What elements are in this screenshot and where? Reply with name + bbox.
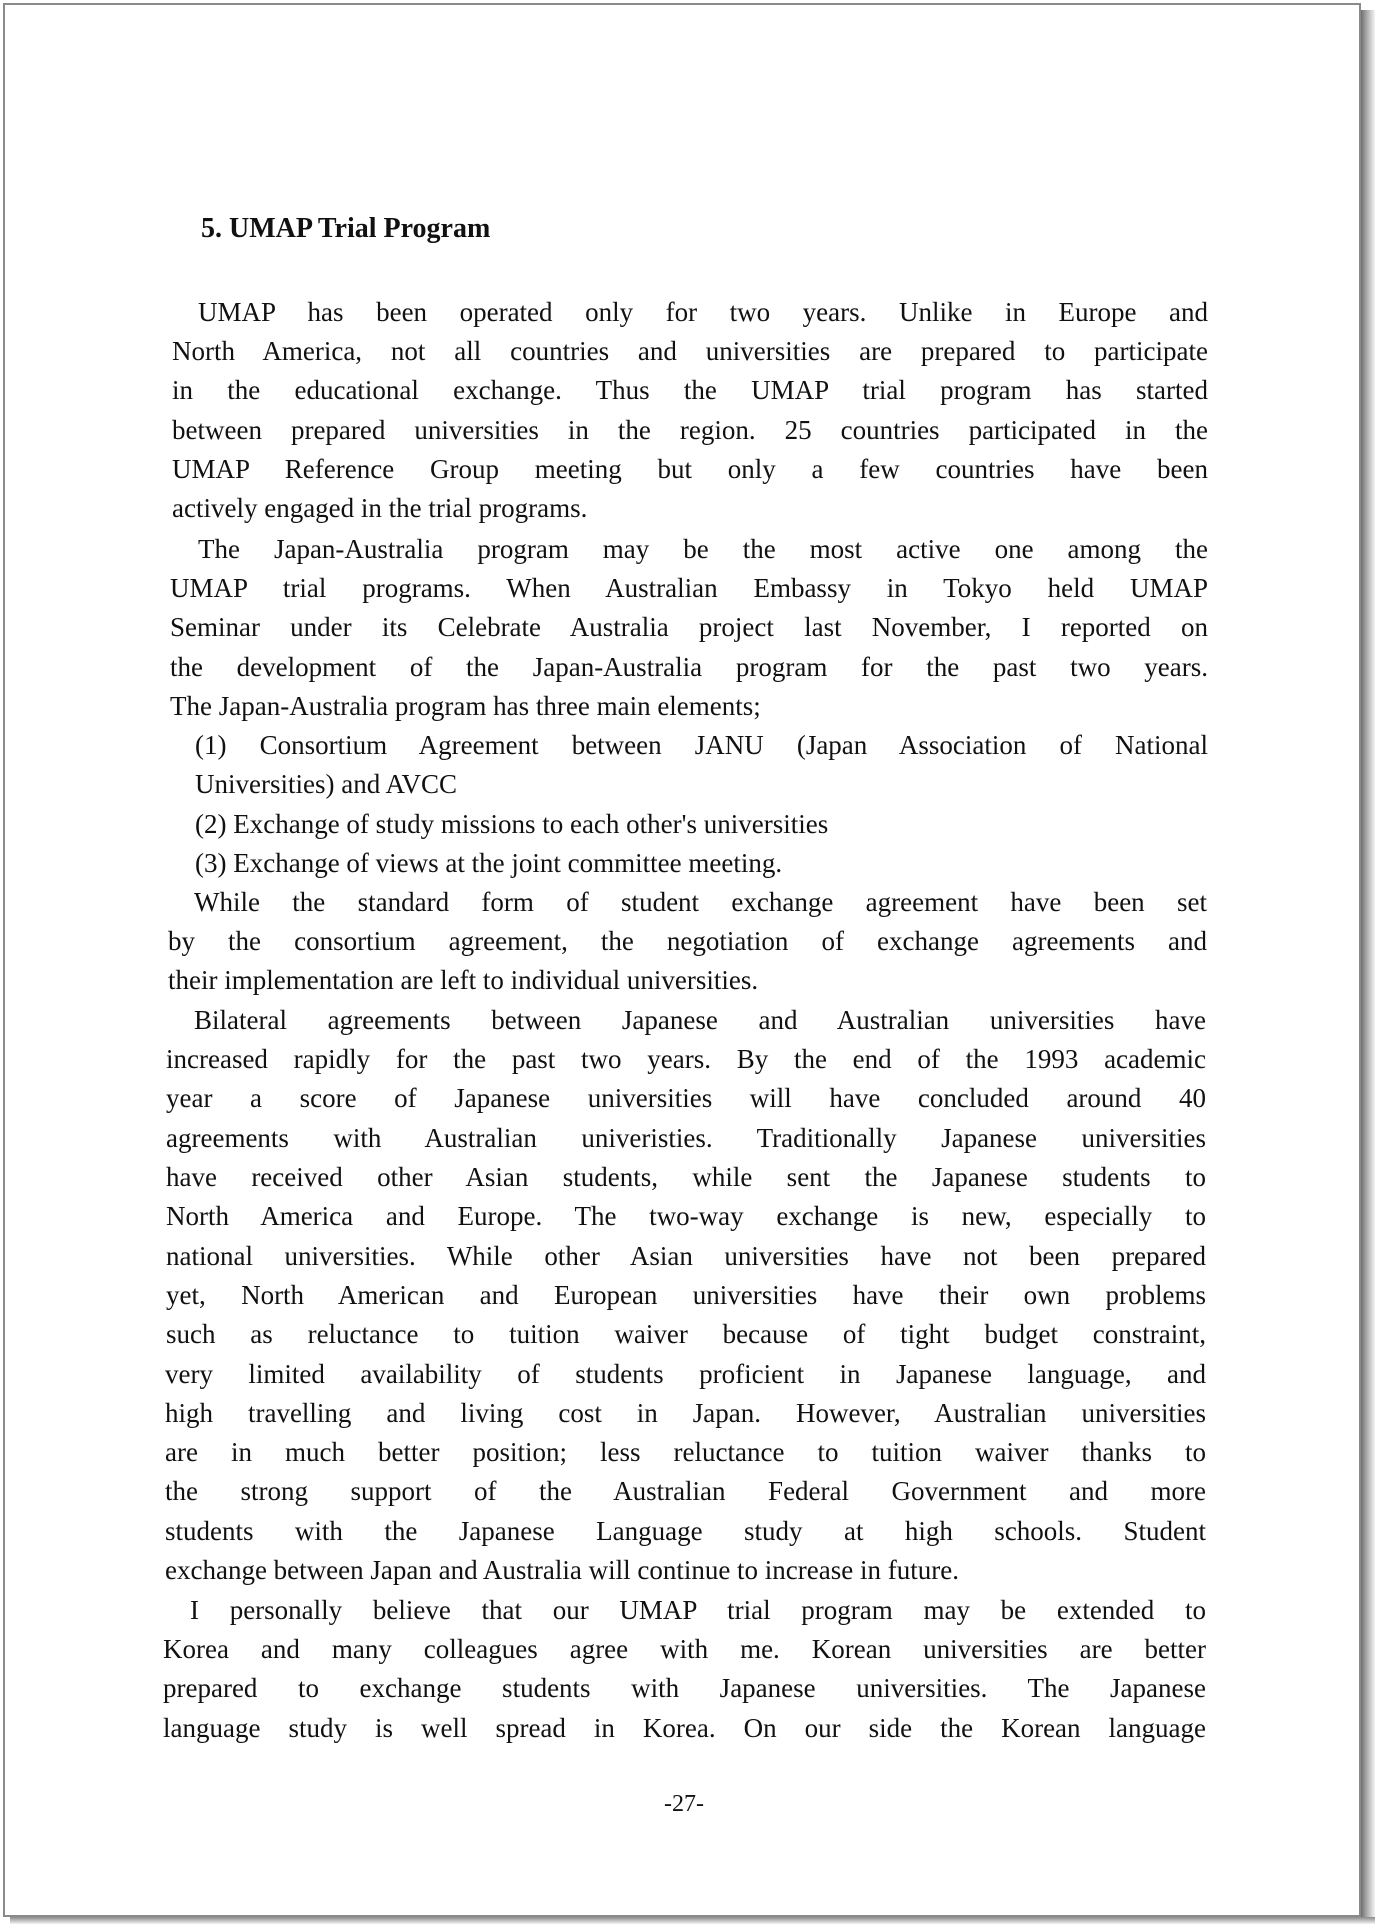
body-line: The Japan-Australia program has three main elements; [170,691,761,721]
body-line: UMAP has been operated only for two years. Unlike in Europe and [198,297,1208,327]
body-line: year a score of Japanese universities will have concluded around 40 [166,1083,1206,1113]
body-line: very limited availability of students proficient in Japanese language, and [165,1359,1206,1389]
page-shadow-right [1361,10,1375,1922]
body-line: the development of the Japan-Australia program for the past two years. [170,652,1208,682]
body-line: by the consortium agreement, the negotiation of exchange agreements and [168,926,1207,956]
body-line: between prepared universities in the region. 25 countries participated in the [172,415,1208,445]
body-line: language study is well spread in Korea. On our side the Korean language [163,1713,1206,1743]
body-line: I personally believe that our UMAP trial program may be extended to [190,1595,1206,1625]
body-line: North America, not all countries and universities are prepared to participate [172,336,1208,366]
body-line: While the standard form of student exchange agreement have been set [194,887,1207,917]
body-line: The Japan-Australia program may be the most active one among the [198,534,1208,564]
body-line: UMAP trial programs. When Australian Embassy in Tokyo held UMAP [170,573,1208,603]
body-line: yet, North American and European universities have their own problems [166,1280,1206,1310]
list-item: Universities) and AVCC [195,769,457,799]
section-heading: 5. UMAP Trial Program [201,213,491,244]
body-line: Bilateral agreements between Japanese and Australian universities have [194,1005,1206,1035]
list-item: (1) Consortium Agreement between JANU (Japan Association of National [195,730,1208,760]
page-shadow-bottom [10,1917,1375,1924]
document-page [3,3,1361,1917]
body-line: agreements with Australian univeristies. Traditionally Japanese universities [166,1123,1206,1153]
body-line: students with the Japanese Language study at high schools. Student [165,1516,1206,1546]
body-line: Korea and many colleagues agree with me. Korean universities are better [163,1634,1206,1664]
body-line: their implementation are left to individual universities. [168,965,759,995]
body-line: high travelling and living cost in Japan. However, Australian universities [165,1398,1206,1428]
body-line: Seminar under its Celebrate Australia project last November, I reported on [170,612,1208,642]
body-line: national universities. While other Asian universities have not been prepared [166,1241,1206,1271]
body-line: UMAP Reference Group meeting but only a few countries have been [172,454,1208,484]
body-line: have received other Asian students, while sent the Japanese students to [166,1162,1206,1192]
list-item: (2) Exchange of study missions to each other's universities [195,809,829,839]
body-line: exchange between Japan and Australia will continue to increase in future. [165,1555,959,1585]
body-line: such as reluctance to tuition waiver because of tight budget constraint, [166,1319,1206,1349]
list-item: (3) Exchange of views at the joint committee meeting. [195,848,783,878]
body-line: are in much better position; less reluctance to tuition waiver thanks to [165,1437,1206,1467]
body-line: prepared to exchange students with Japanese universities. The Japanese [163,1673,1206,1703]
body-line: actively engaged in the trial programs. [172,493,588,523]
body-line: in the educational exchange. Thus the UMAP trial program has started [172,375,1208,405]
body-line: North America and Europe. The two-way exchange is new, especially to [166,1201,1206,1231]
body-line: the strong support of the Australian Federal Government and more [165,1476,1206,1506]
body-line: increased rapidly for the past two years. By the end of the 1993 academic [166,1044,1206,1074]
page-number: -27- [664,1791,704,1817]
